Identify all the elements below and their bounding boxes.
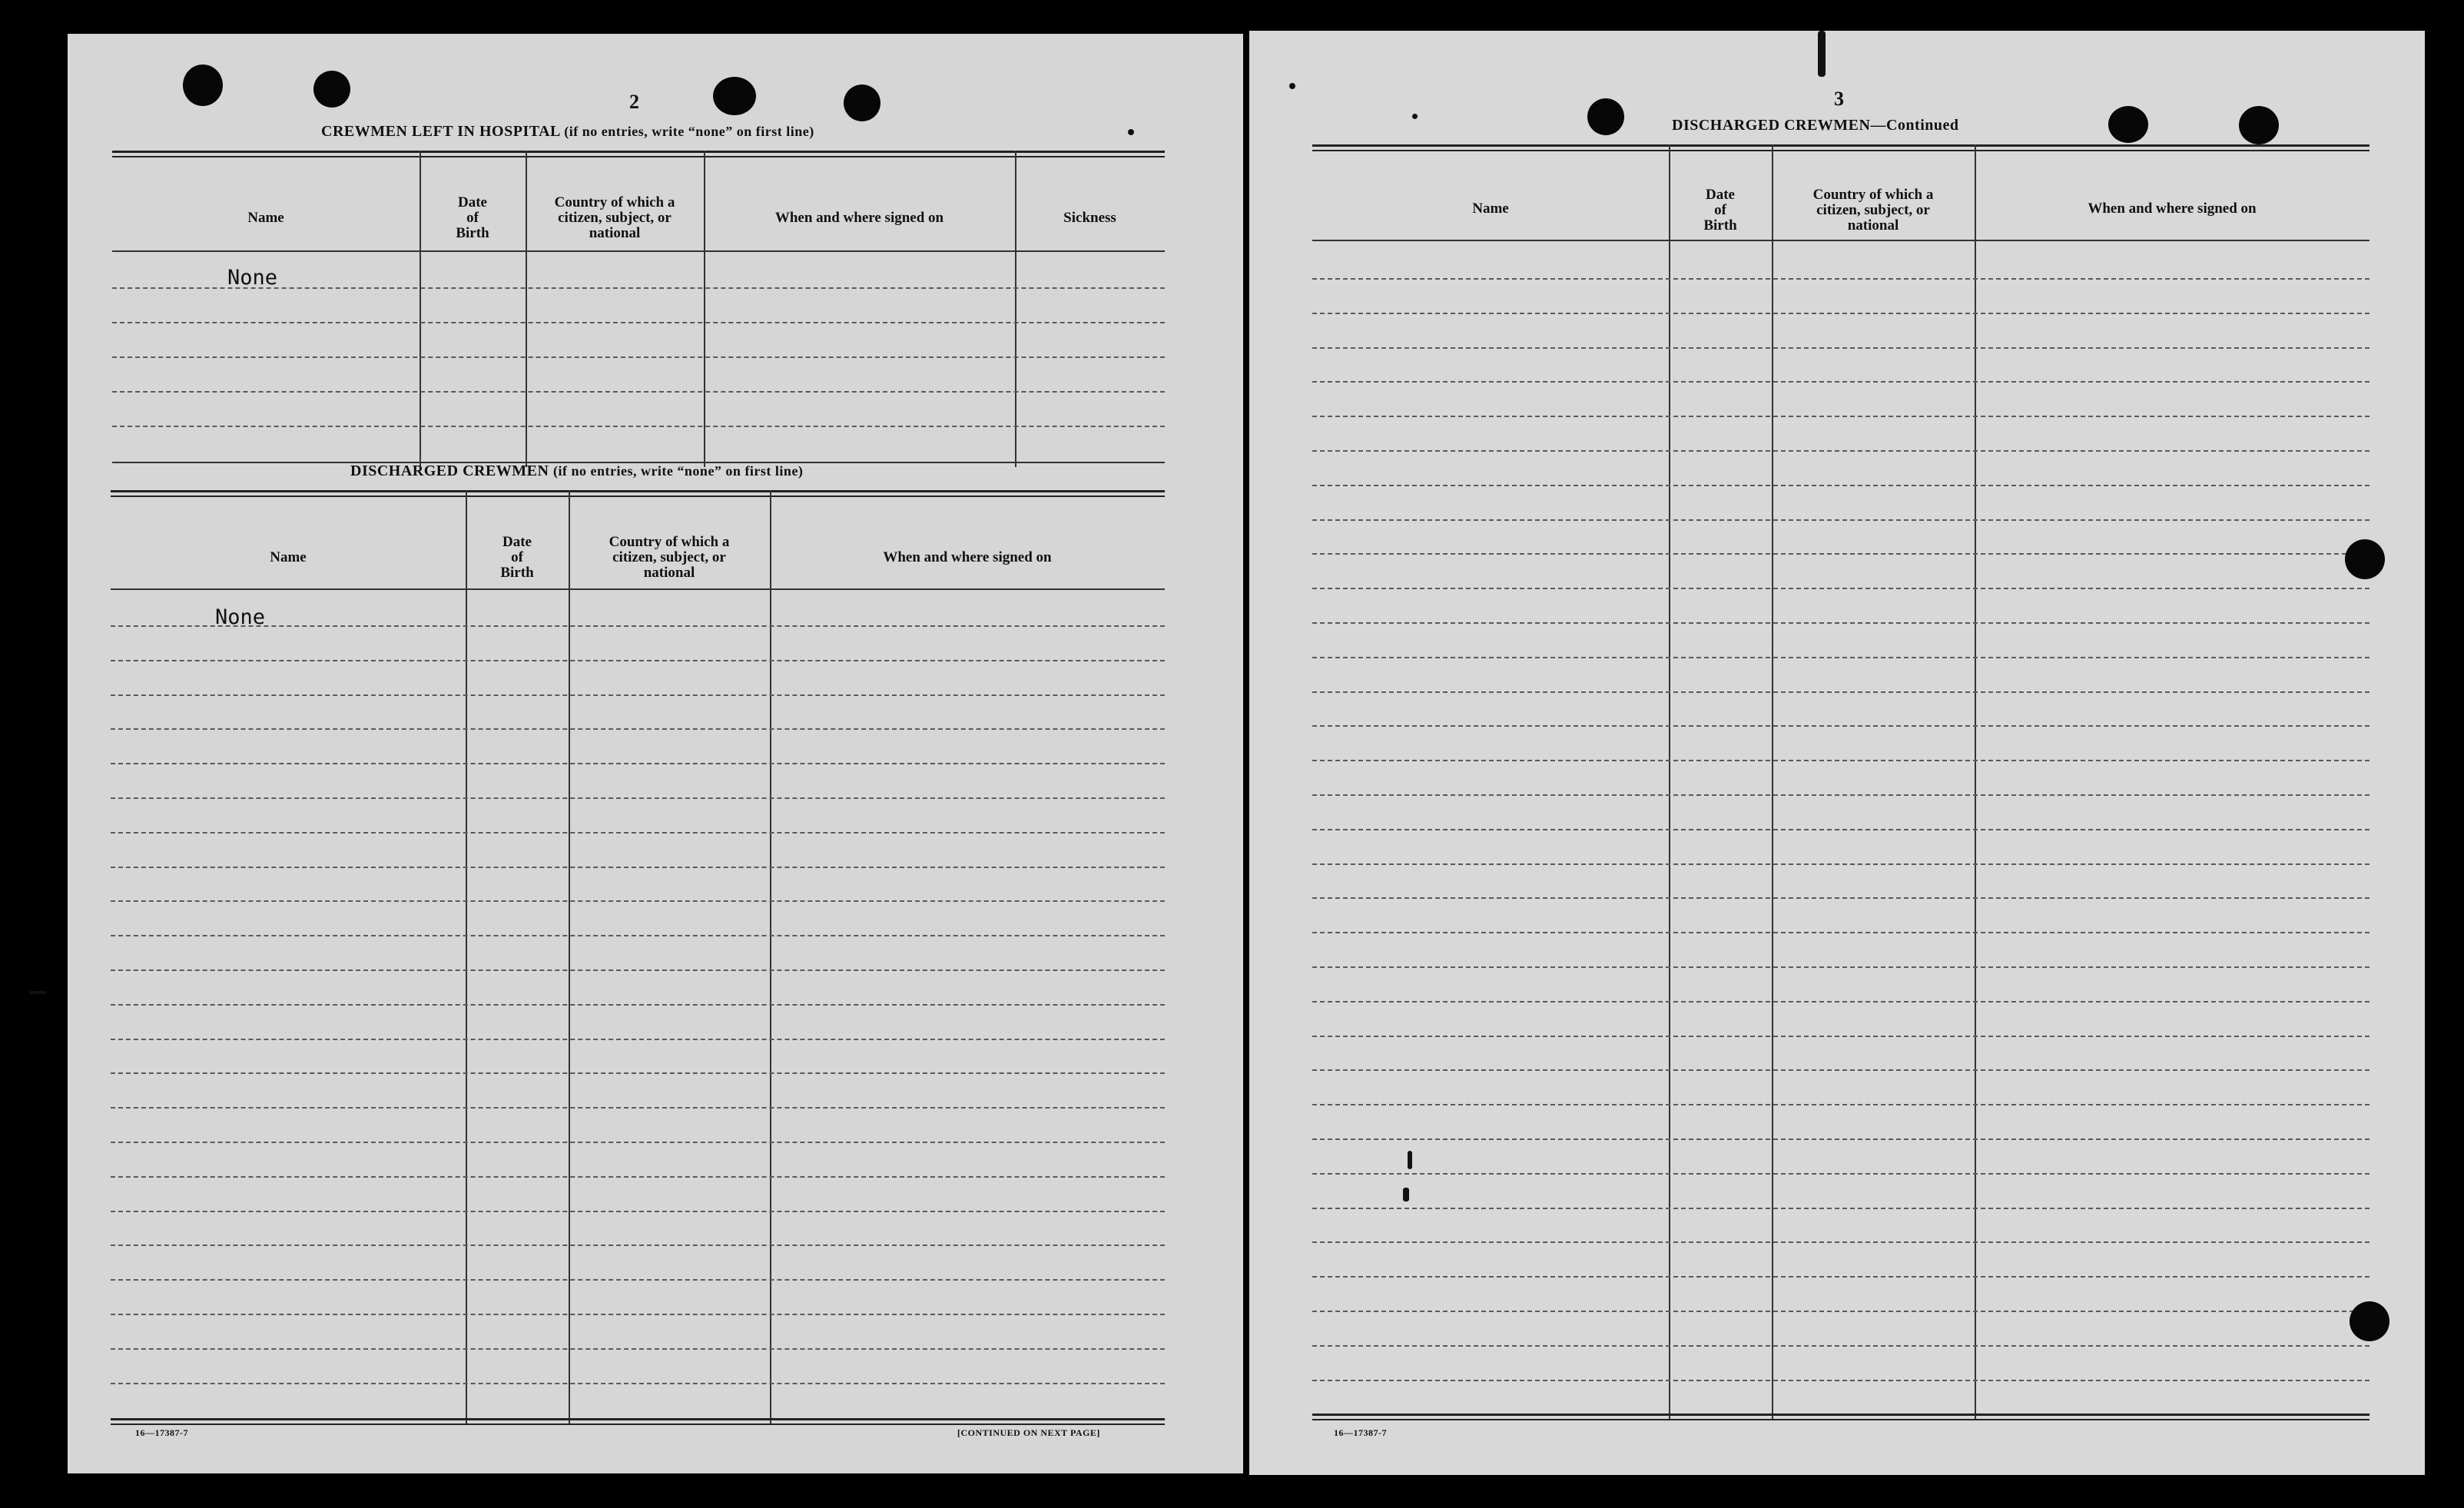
ruling-line bbox=[1312, 1311, 2369, 1312]
col-header-name: Name bbox=[270, 549, 307, 565]
punch-hole bbox=[844, 85, 880, 121]
discharged-first-entry: None bbox=[215, 605, 266, 629]
ruling-line bbox=[1312, 1069, 2369, 1071]
ruling-line bbox=[1312, 691, 2369, 693]
ruling-line bbox=[111, 1142, 1165, 1143]
scan-mark bbox=[1403, 1188, 1409, 1201]
form-number: 16—17387-7 bbox=[1334, 1427, 1387, 1438]
ruling-line bbox=[111, 900, 1165, 902]
ruling-line bbox=[1312, 829, 2369, 830]
col-header-dob: Date of Birth bbox=[456, 194, 489, 241]
discharged-table bbox=[111, 490, 1165, 1424]
ruling-line bbox=[111, 1004, 1165, 1006]
ruling-line bbox=[1312, 519, 2369, 521]
ruling-line bbox=[111, 625, 1165, 627]
ruling-line bbox=[1312, 725, 2369, 727]
ruling-line bbox=[1312, 966, 2369, 968]
ruling-line bbox=[1312, 1104, 2369, 1105]
punch-hole bbox=[713, 77, 756, 115]
ruling-line bbox=[1312, 897, 2369, 899]
ruling-line bbox=[1312, 657, 2369, 658]
ruling-line bbox=[1312, 1380, 2369, 1381]
ruling-line bbox=[1312, 278, 2369, 280]
ruling-line bbox=[111, 969, 1165, 971]
ruling-line bbox=[1312, 622, 2369, 624]
ruling-line bbox=[1312, 1241, 2369, 1243]
ruling-line bbox=[1312, 1036, 2369, 1037]
col-header-signed: When and where signed on bbox=[2088, 201, 2257, 217]
discharged-section-title bbox=[350, 462, 803, 480]
ruling-line bbox=[111, 867, 1165, 868]
col-header-dob: Date of Birth bbox=[1703, 187, 1737, 234]
hospital-section-title bbox=[321, 123, 814, 141]
col-header-signed: When and where signed on bbox=[883, 549, 1052, 565]
ruling-line bbox=[1312, 347, 2369, 349]
ruling-line bbox=[111, 1245, 1165, 1246]
ruling-line bbox=[1312, 416, 2369, 417]
discharged-title-text: DISCHARGED CREWMEN bbox=[350, 462, 549, 479]
scan-mark bbox=[1408, 1151, 1412, 1169]
ruling-line bbox=[111, 1072, 1165, 1074]
scan-mark bbox=[1818, 31, 1826, 77]
ruling-line bbox=[1312, 863, 2369, 865]
ruling-line bbox=[1312, 1138, 2369, 1140]
punch-hole bbox=[1587, 98, 1624, 135]
ruling-line bbox=[1312, 381, 2369, 383]
ruling-line bbox=[111, 728, 1165, 730]
continued-note: [CONTINUED ON NEXT PAGE] bbox=[957, 1427, 1100, 1438]
discharged-continued-table bbox=[1312, 144, 2369, 1420]
ruling-line bbox=[1312, 313, 2369, 314]
page-number: 3 bbox=[1834, 88, 1844, 110]
hospital-table bbox=[112, 151, 1165, 467]
ruling-line bbox=[1312, 1001, 2369, 1003]
hospital-instruction: (if no entries, write “none” on first line) bbox=[564, 124, 814, 139]
punch-hole bbox=[2108, 106, 2148, 143]
ruling-line bbox=[1312, 588, 2369, 589]
ruling-line bbox=[1312, 1345, 2369, 1347]
scan-mark bbox=[29, 991, 46, 994]
col-header-dob: Date of Birth bbox=[500, 534, 534, 581]
scan-mark bbox=[1412, 114, 1418, 119]
ruling-line bbox=[111, 797, 1165, 799]
ruling-line bbox=[111, 694, 1165, 696]
col-header-name: Name bbox=[247, 210, 284, 226]
ruling-line bbox=[111, 832, 1165, 834]
ruling-line bbox=[111, 1211, 1165, 1212]
ruling-line bbox=[111, 1176, 1165, 1178]
ruling-line bbox=[111, 1039, 1165, 1040]
ruling-line bbox=[111, 1314, 1165, 1315]
punch-hole bbox=[2345, 539, 2385, 579]
col-header-sickness: Sickness bbox=[1063, 210, 1116, 226]
hospital-first-entry: None bbox=[227, 266, 278, 290]
ruling-line bbox=[111, 1107, 1165, 1109]
punch-hole bbox=[2350, 1301, 2389, 1341]
scan-mark bbox=[1289, 83, 1295, 89]
hospital-title-text: CREWMEN LEFT IN HOSPITAL bbox=[321, 123, 560, 140]
ruling-line bbox=[111, 1383, 1165, 1384]
right-page bbox=[1249, 31, 2425, 1475]
col-header-country: Country of which a citizen, subject, or national bbox=[609, 534, 730, 581]
ruling-line bbox=[111, 1279, 1165, 1281]
ruling-line bbox=[1312, 450, 2369, 452]
punch-hole bbox=[313, 71, 350, 108]
col-header-signed: When and where signed on bbox=[774, 210, 944, 226]
ruling-line bbox=[1312, 760, 2369, 761]
ruling-line bbox=[111, 1348, 1165, 1350]
ruling-line bbox=[111, 935, 1165, 936]
ruling-line bbox=[1312, 485, 2369, 486]
ruling-line bbox=[1312, 1208, 2369, 1209]
discharged-instruction: (if no entries, write “none” on first line) bbox=[552, 463, 804, 479]
ruling-line bbox=[1312, 932, 2369, 933]
ruling-line bbox=[1312, 1276, 2369, 1278]
discharged-continued-title: DISCHARGED CREWMEN—Continued bbox=[1672, 117, 1959, 134]
ruling-line bbox=[1312, 794, 2369, 796]
ruling-line bbox=[111, 660, 1165, 661]
page-number: 2 bbox=[629, 91, 639, 113]
punch-hole bbox=[183, 65, 223, 106]
col-header-country: Country of which a citizen, subject, or national bbox=[554, 194, 675, 241]
ruling-line bbox=[1312, 1173, 2369, 1175]
left-page bbox=[68, 34, 1243, 1473]
punch-hole bbox=[2239, 106, 2279, 144]
col-header-name: Name bbox=[1472, 201, 1509, 217]
form-number: 16—17387-7 bbox=[135, 1427, 188, 1438]
ruling-line bbox=[1312, 553, 2369, 555]
col-header-country: Country of which a citizen, subject, or national bbox=[1812, 187, 1934, 234]
scan-mark bbox=[1128, 129, 1134, 135]
ruling-line bbox=[111, 763, 1165, 764]
